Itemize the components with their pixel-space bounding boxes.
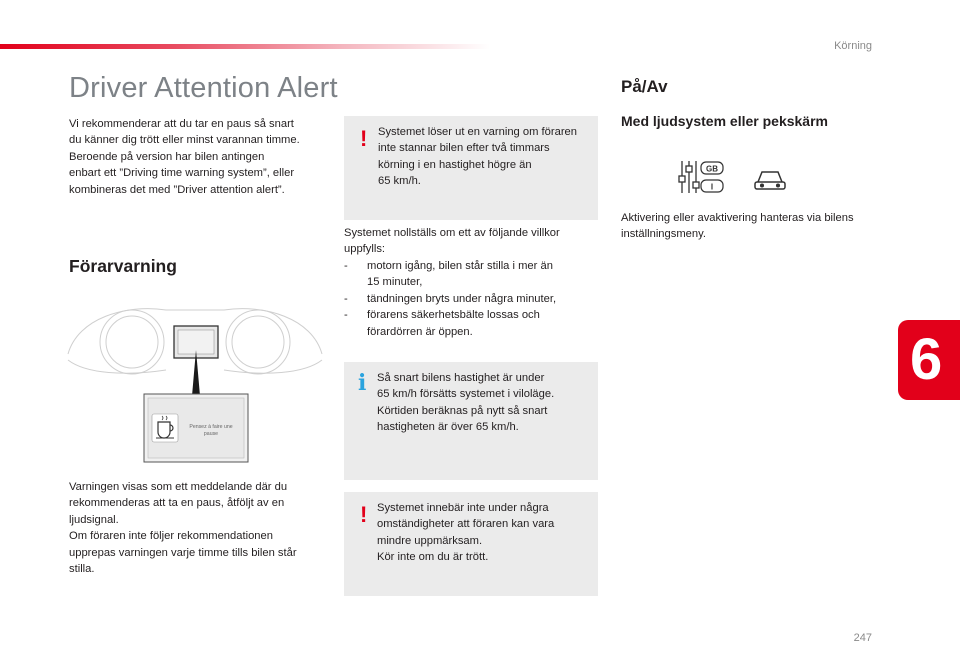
audio-system-subheading: Med ljudsystem eller pekskärm bbox=[621, 113, 828, 129]
warning-description: Varningen visas som ett meddelande där du rekommenderas att ta en paus, åtföljt av en ljudsignal. Om föraren inte följer rekommendationen upprepas varningen varje timme tills bilen står stilla. bbox=[69, 481, 297, 576]
coffee-cup-icon bbox=[152, 414, 178, 442]
pa-av-heading: På/Av bbox=[621, 77, 668, 96]
forarvarning-heading: Förarvarning bbox=[69, 256, 177, 276]
intro-paragraph: Vi rekommenderar att du tar en paus så snart du känner dig trött eller minst varannan timme. Beroende på version har bilen antingen enbart ett ”Driving time warning system”, eller kombineras det med ”Driver attention alert”. bbox=[69, 118, 300, 196]
info-box-text: Så snart bilens hastighet är under 65 km/h försätts systemet i viloläge. Körtiden beräknas på nytt så snart hastigheten är över 65 km/h. bbox=[377, 372, 555, 434]
header-accent-bar bbox=[0, 44, 490, 49]
section-header: Körning bbox=[834, 40, 872, 52]
info-icon: i bbox=[358, 370, 367, 396]
warning-icon: ! bbox=[360, 126, 368, 151]
car-icon bbox=[755, 172, 785, 189]
reset-conditions-list bbox=[344, 258, 598, 340]
page-number: 247 bbox=[853, 632, 872, 644]
svg-text:I: I bbox=[710, 182, 714, 192]
page-title: Driver Attention Alert bbox=[69, 72, 338, 104]
warning-box-2 bbox=[344, 492, 598, 596]
screen-message: Pensez à faire une pause bbox=[189, 424, 233, 437]
chapter-number: 6 bbox=[910, 327, 943, 392]
info-box bbox=[344, 362, 598, 480]
reset-intro: Systemet nollställs om ett av följande villkor uppfylls: bbox=[344, 227, 560, 256]
chapter-tab bbox=[898, 320, 960, 400]
language-icon bbox=[701, 162, 723, 192]
list-item: - förarens säkerhetsbälte lossas och förardörren är öppen. bbox=[344, 307, 598, 340]
list-item: - tändningen bryts under några minuter, bbox=[344, 291, 598, 307]
list-item: - motorn igång, bilen står stilla i mer än 15 minuter, bbox=[344, 258, 598, 291]
warning-box-1 bbox=[344, 116, 598, 220]
svg-text:GB: GB bbox=[706, 164, 718, 174]
dashboard-illustration bbox=[66, 298, 324, 468]
settings-icons bbox=[676, 158, 790, 196]
activation-text: Aktivering eller avaktivering hanteras via bilens inställningsmeny. bbox=[621, 212, 854, 241]
warning-box-1-text: Systemet löser ut en varning om föraren inte stannar bilen efter två timmars körning i en hastighet högre än 65 km/h. bbox=[378, 126, 577, 188]
warning-box-2-text: Systemet innebär inte under några omständigheter att föraren kan vara mindre uppmärksam. Kör inte om du är trött. bbox=[377, 502, 555, 564]
warning-icon: ! bbox=[360, 502, 368, 527]
sliders-icon bbox=[679, 161, 699, 193]
